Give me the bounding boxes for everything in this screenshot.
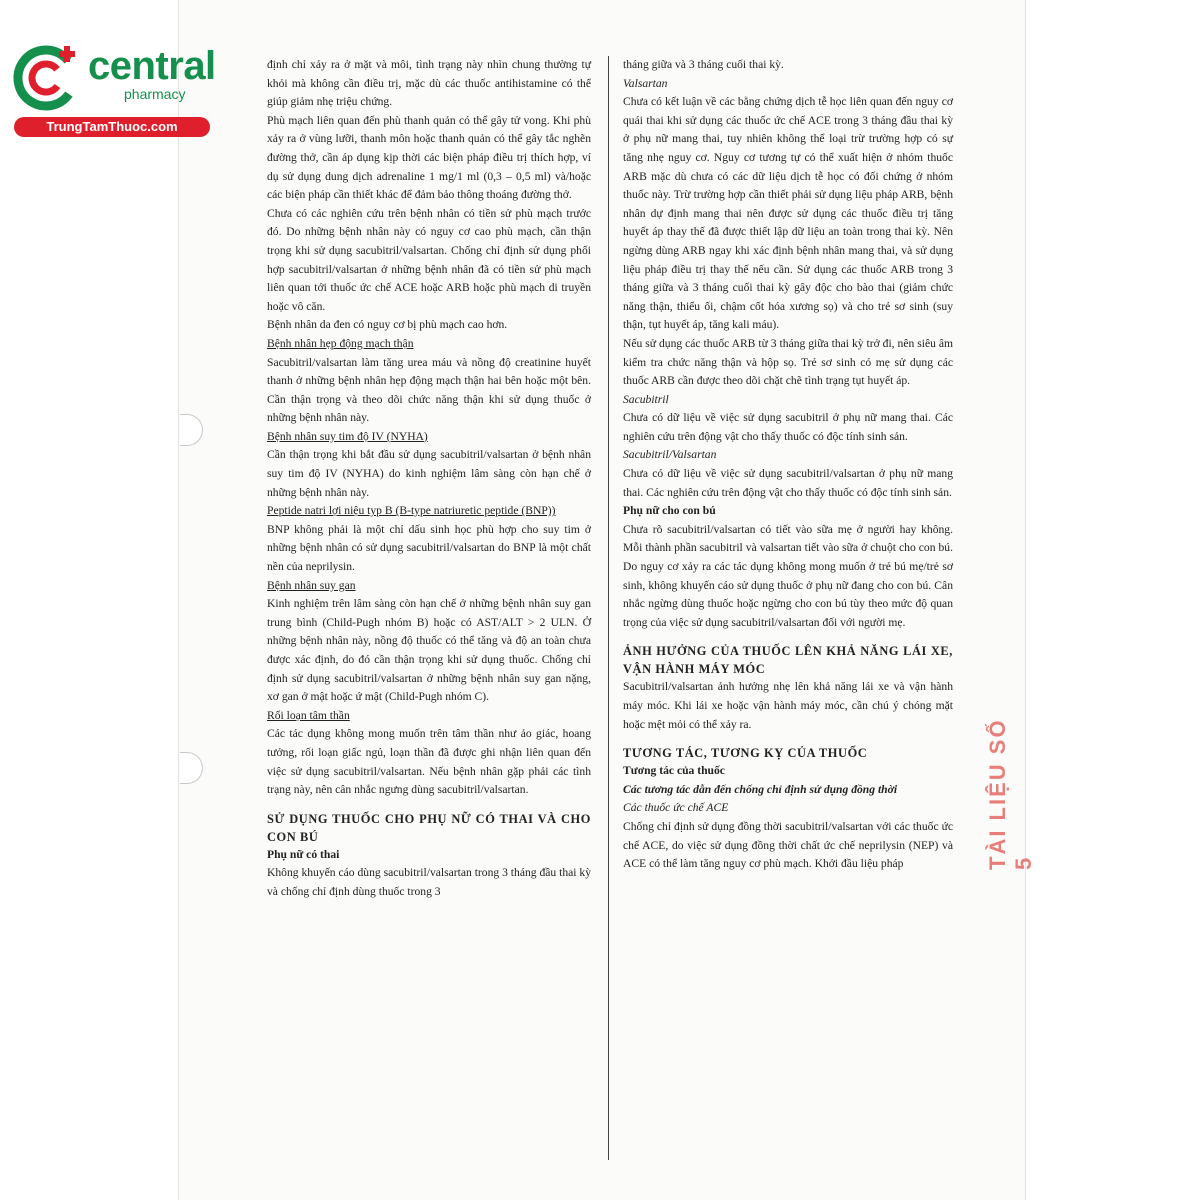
section-heading: SỬ DỤNG THUỐC CHO PHỤ NỮ CÓ THAI VÀ CHO CON BÚ xyxy=(267,811,591,844)
paragraph: Chưa có các nghiên cứu trên bệnh nhân có tiền sử phù mạch trước đó. Do những bệnh nhân này có nguy cơ cao phù mạch, cần thận trọng khi sử dụng sacubitril/valsartan. Chống chỉ định sử dụng phối hợp sacubitril/valsartan ở những bệnh nhân đã có tiền sử phù mạch liên quan tới thuốc ức chế ACE hoặc ARB hoặc phù mạch di truyền hoặc vô căn. xyxy=(267,206,591,313)
subheading: Rối loạn tâm thần xyxy=(267,708,350,722)
paragraph: Sacubitril/valsartan ảnh hưởng nhẹ lên khả năng lái xe và vận hành máy móc. Khi lái xe hoặc vận hành máy móc, cần chú ý chóng mặt hoặc mệt mỏi có thể xảy ra. xyxy=(623,680,953,731)
paragraph: Chưa rõ sacubitril/valsartan có tiết vào sữa mẹ ở người hay không. Mỗi thành phần sacubitril và valsartan tiết vào sữa ở chuột cho con bú. Do nguy cơ xảy ra các tác dụng không mong muốn ở trẻ bú mẹ/trẻ sơ sinh, không khuyến cáo sử dụng thuốc ở phụ nữ đang cho con bú. Cân nhắc ngừng dùng thuốc hoặc ngừng cho con bú tùy theo mức độ quan trọng của việc sử dụng sacubitril/valsartan đối với người mẹ. xyxy=(623,522,953,629)
section-heading: TƯƠNG TÁC, TƯƠNG KỴ CỦA THUỐC xyxy=(623,746,868,761)
subheading: Sacubitril/Valsartan xyxy=(623,448,717,462)
paragraph: Phù mạch liên quan đến phù thanh quản có thể gây tử vong. Khi phù xảy ra ở vùng lưỡi, thanh môn hoặc thanh quản có thể gây tắc nghẽn đường thở, cần áp dụng kịp thời các biện pháp điều trị thích hợp, ví dụ sử dụng dung dịch adrenaline 1 mg/1 ml (0,3 – 0,5 ml) và/hoặc các biện pháp cần thiết khác để đảm bảo thông thoáng đường thở. xyxy=(267,113,591,202)
logo-subtitle: pharmacy xyxy=(124,86,186,102)
paragraph: Chưa có dữ liệu về việc sử dụng sacubitril/valsartan ở phụ nữ mang thai. Các nghiên cứu trên động vật cho thấy thuốc có độc tính sinh sản. xyxy=(623,467,953,499)
paragraph: Sacubitril/valsartan làm tăng urea máu và nồng độ creatinine huyết thanh ở những bệnh nhân hẹp động mạch thận hai bên hoặc một bên. Cần thận trọng và theo dõi chức năng thận khi sử dụng thuốc ở những bệnh nhân này. xyxy=(267,355,591,425)
right-column xyxy=(623,56,953,874)
left-column xyxy=(267,56,591,902)
section-heading: ẢNH HƯỞNG CỦA THUỐC LÊN KHẢ NĂNG LÁI XE, VẬN HÀNH MÁY MÓC xyxy=(623,644,953,677)
subheading: Bệnh nhân hẹp động mạch thận xyxy=(267,336,414,350)
paragraph: BNP không phải là một chỉ dấu sinh học phù hợp cho suy tim ở những bệnh nhân có sử dụng sacubitril/valsartan do BNP là một chất nền của neprilysin. xyxy=(267,522,591,574)
paragraph: Nếu sử dụng các thuốc ARB từ 3 tháng giữa thai kỳ trở đi, nên siêu âm kiểm tra chức năng thận và hộp sọ. Trẻ sơ sinh có mẹ sử dụng các thuốc ARB cần được theo dõi chặt chẽ tình trạng tụt huyết áp. xyxy=(623,336,953,388)
subheading: Các tương tác dẫn đến chống chỉ định sử dụng đồng thời xyxy=(623,782,898,796)
column-divider xyxy=(608,56,609,1160)
paragraph: Chưa có kết luận về các bằng chứng dịch tễ học liên quan đến nguy cơ quái thai khi sử dụng các thuốc ức chế ACE trong 3 tháng đầu thai kỳ ở phụ nữ mang thai, tuy nhiên không thể loại trừ trường hợp có sự tăng nhẹ nguy cơ. Nguy cơ tương tự có thể xuất hiện ở nhóm thuốc ARB mặc dù chưa có các dữ liệu dịch tễ học có đối chứng ở nhóm thuốc này. Trừ trường hợp cần thiết phải sử dụng liệu pháp ARB, bệnh nhân dự định mang thai nên được sử dụng các thuốc điều trị tăng huyết áp thay thế đã được thiết lập dữ liệu an toàn trong thai kỳ. Nên ngừng dùng ARB ngay khi xác định bệnh nhân mang thai, và sử dụng liệu pháp điều trị thay thế nếu cần. Sử dụng các thuốc ARB trong 3 tháng giữa và 3 tháng cuối thai kỳ gây độc cho bào thai (giảm chức năng thận, thiểu ối, chậm cốt hóa xương sọ) và cho trẻ sơ sinh (suy thận, tụt huyết áp, tăng kali máu). xyxy=(623,95,953,332)
paragraph: tháng giữa và 3 tháng cuối thai kỳ. xyxy=(623,58,784,71)
subheading: Bệnh nhân suy tim độ IV (NYHA) xyxy=(267,429,428,443)
paragraph: Chưa có dữ liệu về việc sử dụng sacubitril ở phụ nữ mang thai. Các nghiên cứu trên động vật cho thấy thuốc có độc tính sinh sản. xyxy=(623,411,953,443)
subheading: Tương tác của thuốc xyxy=(623,764,725,778)
paragraph: Không khuyến cáo dùng sacubitril/valsartan trong 3 tháng đầu thai kỳ và chống chỉ định dùng thuốc trong 3 xyxy=(267,866,591,898)
subheading: Valsartan xyxy=(623,76,668,90)
paragraph: Các tác dụng không mong muốn trên tâm thần như ảo giác, hoang tưởng, rối loạn giấc ngủ, loạn thần đã được ghi nhận liên quan đến việc sử dụng sacubitril/valsartan. Nếu bệnh nhân gặp phải các tình trạng này, nên cân nhắc ngưng dùng sacubitril/valsartan. xyxy=(267,727,591,797)
stamp: TÀI LIỆU SỐ 5 xyxy=(985,718,1036,870)
subheading: Các thuốc ức chế ACE xyxy=(623,801,729,815)
paragraph: Chống chỉ định sử dụng đồng thời sacubitril/valsartan với các thuốc ức chế ACE, do việc sử dụng đồng thời chất ức chế neprilysin (NEP) và ACE có thể làm tăng nguy cơ phù mạch. Khởi đầu liệu pháp xyxy=(623,819,953,871)
subheading: Phụ nữ có thai xyxy=(267,847,340,861)
subheading: Phụ nữ cho con bú xyxy=(623,504,716,518)
logo-url: TrungTamThuoc.com xyxy=(14,117,210,137)
subheading: Sacubitril xyxy=(623,392,669,406)
paragraph: định chỉ xảy ra ở mặt và môi, tình trạng này nhìn chung thường tự khỏi mà không cần điều trị, mặc dù các thuốc antihistamine có thể giúp giảm nhẹ triệu chứng. xyxy=(267,58,591,109)
subheading: Peptide natri lợi niệu typ B (B-type natriuretic peptide (BNP)) xyxy=(267,504,556,518)
subheading: Bệnh nhân suy gan xyxy=(267,578,356,592)
logo-brand: central xyxy=(88,44,216,88)
paragraph: Bệnh nhân da đen có nguy cơ bị phù mạch cao hơn. xyxy=(267,318,508,332)
logo-mark-icon xyxy=(8,36,92,120)
paragraph: Cần thận trọng khi bắt đầu sử dụng sacubitril/valsartan ở bệnh nhân suy tim độ IV (NYHA) do kinh nghiệm lâm sàng còn hạn chế ở những bệnh nhân này. xyxy=(267,448,591,499)
paragraph: Kinh nghiệm trên lâm sàng còn hạn chế ở những bệnh nhân suy gan trung bình (Child-Pugh nhóm B) hoặc có AST/ALT > 2 ULN. Ở những bệnh nhân này, nồng độ thuốc có thể tăng và độ an toàn chưa được xác định, do đó cần thận trọng khi sử dụng thuốc. Chống chỉ định sử dụng sacubitril/valsartan ở những bệnh nhân suy gan nặng, xơ gan ở mật hoặc ứ mật (Child-Pugh nhóm C). xyxy=(267,597,591,704)
